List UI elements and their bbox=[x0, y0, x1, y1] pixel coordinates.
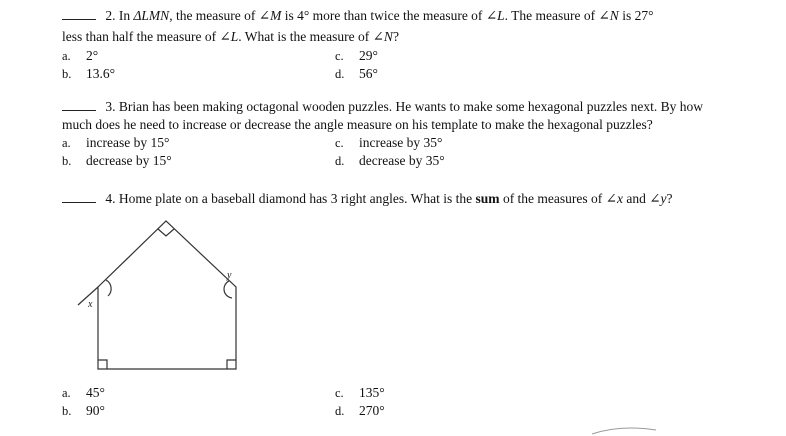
question-number: 4. bbox=[105, 191, 116, 206]
angle-label-x: x bbox=[88, 299, 93, 310]
question-3-line-2: much does he need to increase or decrease the angle measure on his template to make the hexagonal puzzles? bbox=[62, 117, 653, 132]
question-2-line-2: less than half the measure of ∠L. What is the measure of ∠N? bbox=[62, 29, 399, 44]
question-2-line-1: 2. In ΔLMN, the measure of ∠M is 4° more than twice the measure of ∠L. The measure of ∠N is 27° bbox=[62, 8, 653, 24]
question-number: 2. bbox=[105, 8, 116, 23]
option-b[interactable]: b. 90° bbox=[62, 403, 105, 418]
angle-arc-x bbox=[106, 280, 111, 296]
pencil-scribble bbox=[590, 424, 660, 436]
question-4-line-1: 4. Home plate on a baseball diamond has 3 right angles. What is the sum of the measures of ∠x and ∠y? bbox=[62, 191, 673, 207]
option-d[interactable]: d. decrease by 35° bbox=[335, 153, 445, 168]
option-b[interactable]: b. 13.6° bbox=[62, 66, 116, 81]
option-a[interactable]: a. 2° bbox=[62, 48, 99, 63]
right-angle-mark bbox=[158, 229, 174, 236]
angle-arc-y bbox=[224, 281, 232, 298]
option-c[interactable]: c. 29° bbox=[335, 48, 378, 63]
option-a[interactable]: a. increase by 15° bbox=[62, 135, 170, 150]
question-3-line-1: 3. Brian has been making octagonal wooden puzzles. He wants to make some hexagonal puzzles next. By how bbox=[62, 99, 703, 115]
option-c[interactable]: c. increase by 35° bbox=[335, 135, 443, 150]
option-c[interactable]: c. 135° bbox=[335, 385, 385, 400]
angle-label-y: y bbox=[227, 270, 232, 281]
option-b[interactable]: b. decrease by 15° bbox=[62, 153, 172, 168]
option-d[interactable]: d. 56° bbox=[335, 66, 378, 81]
option-d[interactable]: d. 270° bbox=[335, 403, 385, 418]
right-angle-mark bbox=[98, 360, 107, 369]
triangle-symbol: ΔLMN bbox=[133, 8, 170, 23]
pentagon-outline bbox=[98, 221, 236, 369]
option-a[interactable]: a. 45° bbox=[62, 385, 105, 400]
right-angle-mark bbox=[227, 360, 236, 369]
question-number: 3. bbox=[105, 99, 116, 114]
